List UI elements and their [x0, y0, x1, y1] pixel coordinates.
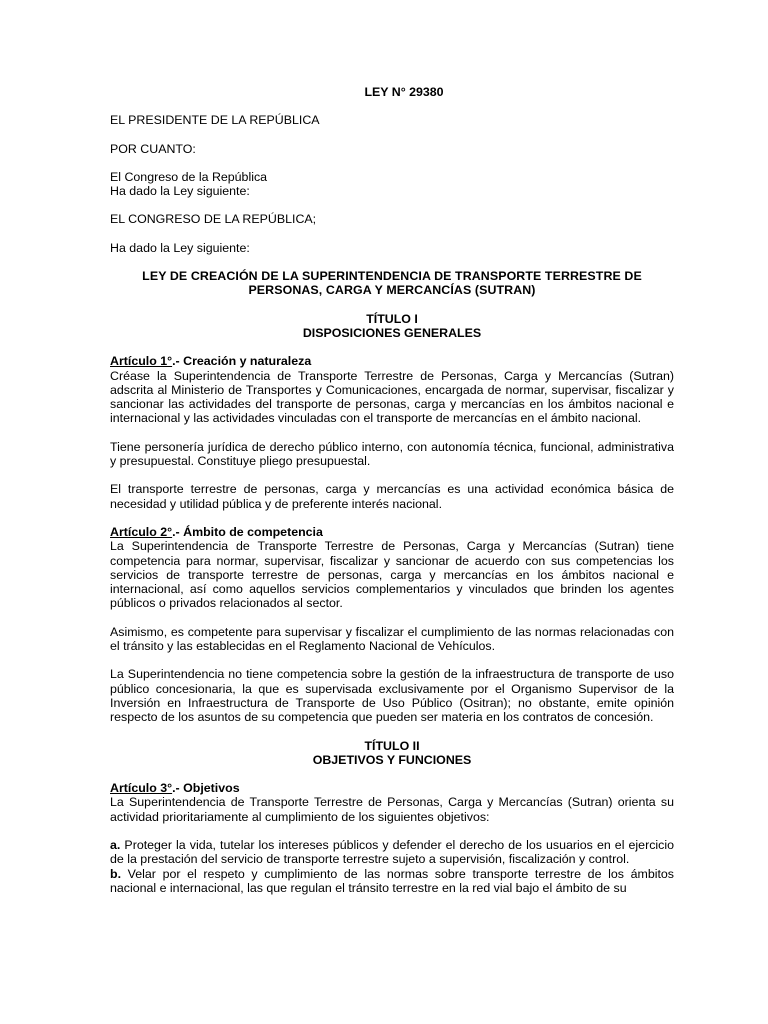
item-letter: b.: [110, 866, 122, 881]
article-title: .- Ámbito de competencia: [172, 524, 323, 539]
article-heading: [110, 781, 674, 795]
article-paragraph: La Superintendencia de Transporte Terrestre de Personas, Carga y Mercancías (Sutran) tiene competencia para normar, supervisar, fiscalizar y sancionar de acuerdo con sus competencias los servicios de transporte terrestre de personas, carga y mercancías en los ámbitos nacional e internacional, así como aquellos servicios complementarios y vinculados que brinden los agentes públicos o privados relacionados al sector.: [110, 539, 674, 611]
preamble-president: EL PRESIDENTE DE LA REPÚBLICA: [110, 113, 320, 128]
article-paragraph: Créase la Superintendencia de Transporte Terrestre de Personas, Carga y Mercancías (Sutran) adscrita al Ministerio de Transportes y Comunicaciones, encargada de normar, supervisar, fiscalizar y sancionar las actividades del transporte de personas, carga y mercancías en los ámbitos nacional e internacional y las actividades vinculadas con el transporte de mercancías en el ámbito nacional.: [110, 368, 674, 426]
document-page: [110, 85, 674, 895]
article-paragraph: Tiene personería jurídica de derecho público interno, con autonomía técnica, funcional, administrativa y presupuestal. Constituye pliego presupuestal.: [110, 439, 674, 469]
article-heading: [110, 525, 674, 539]
title-name: DISPOSICIONES GENERALES: [302, 325, 482, 340]
law-title: LEY DE CREACIÓN DE LA SUPERINTENDENCIA DE TRANSPORTE TERRESTRE DE PERSONAS, CARGA Y MERCANCÍAS (SUTRAN): [142, 269, 642, 298]
article-title: .- Creación y naturaleza: [172, 354, 312, 369]
article-paragraph: La Superintendencia no tiene competencia sobre la gestión de la infraestructura de transporte de uso público concesionaria, la que es supervisada exclusivamente por el Organismo Supervisor de la Inversión en Infraestructura de Transporte de Uso Público (Ositran); no obstante, emite opinión respecto de los asuntos de su competencia que pueden ser materia en los contratos de concesión.: [110, 667, 674, 725]
title-name: OBJETIVOS Y FUNCIONES: [312, 752, 472, 767]
list-item: [110, 838, 674, 867]
title-number: TÍTULO II: [364, 738, 420, 753]
article-label: Artículo 3°: [110, 781, 173, 796]
article-3: [110, 781, 674, 895]
article-paragraph: El transporte terrestre de personas, carga y mercancías es una actividad económica básica de necesidad y utilidad pública y de preferente interés nacional.: [110, 482, 674, 511]
preamble-por-cuanto: POR CUANTO:: [110, 141, 196, 156]
article-paragraph: Asimismo, es competente para supervisar y fiscalizar el cumplimiento de las normas relacionadas con el tránsito y las establecidas en el Reglamento Nacional de Vehículos.: [110, 624, 674, 654]
article-2: [110, 525, 674, 725]
title-2: [110, 739, 674, 768]
title-1: [110, 312, 674, 341]
article-paragraph: La Superintendencia de Transporte Terrestre de Personas, Carga y Mercancías (Sutran) orienta su actividad prioritariamente al cumplimiento de los siguientes objetivos:: [110, 795, 674, 824]
item-letter: a.: [110, 837, 121, 852]
article-title: .- Objetivos: [172, 781, 240, 796]
list-item: [110, 867, 674, 896]
preamble-congress-upper: EL CONGRESO DE LA REPÚBLICA;: [110, 212, 317, 227]
preamble-ha-dado: Ha dado la Ley siguiente:: [110, 240, 250, 255]
congress-line-2: Ha dado la Ley siguiente:: [110, 184, 250, 199]
article-heading: [110, 354, 674, 368]
item-text: Proteger la vida, tutelar los intereses públicos y defender el derecho de los usuarios en el ejercicio de la prestación del servicio de transporte terrestre sujeto a supervisión, fiscalización y control.: [110, 837, 674, 867]
congress-line-1: El Congreso de la República: [110, 169, 268, 184]
preamble-congress: [110, 170, 674, 199]
article-label: Artículo 1°: [110, 354, 173, 369]
article-1: [110, 354, 674, 511]
item-text: Velar por el respeto y cumplimiento de las normas sobre transporte terrestre de los ámbitos nacional e internacional, las que regulan el tránsito terrestre en la red vial bajo el ámbito de su: [110, 866, 674, 895]
article-label: Artículo 2°: [110, 524, 173, 539]
title-number: TÍTULO I: [366, 311, 418, 326]
law-number: LEY N° 29380: [364, 85, 444, 99]
